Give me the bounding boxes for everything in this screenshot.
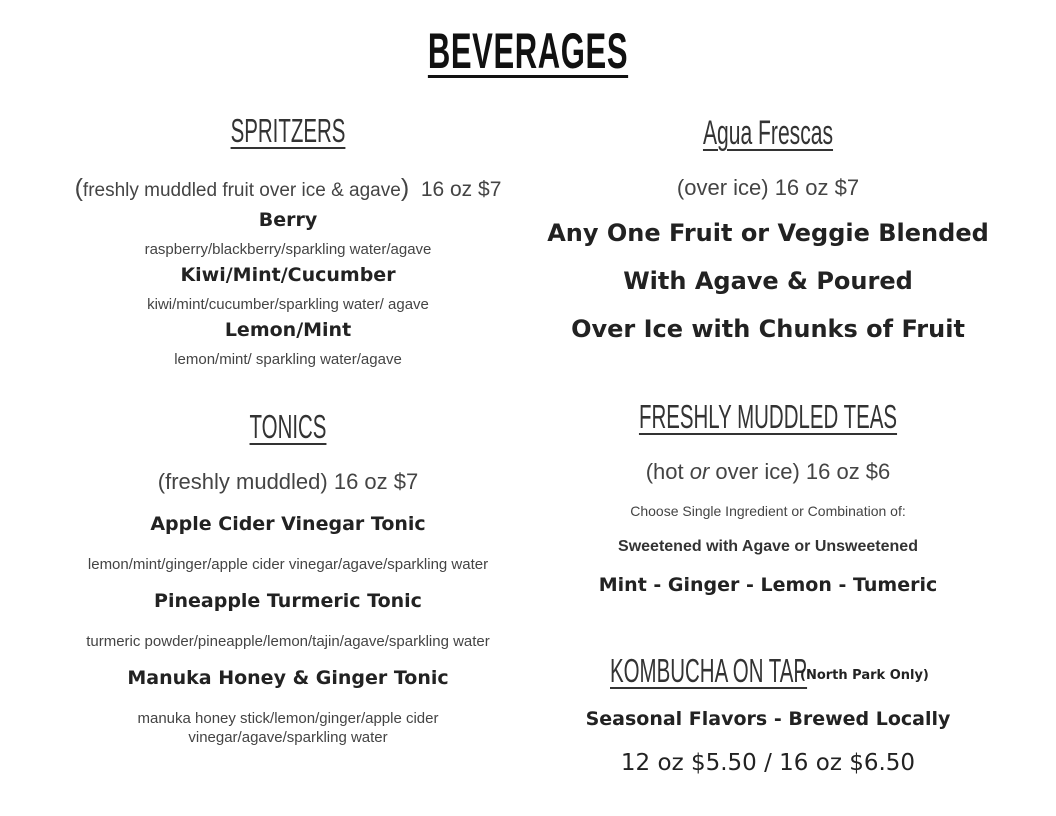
tonic-item-desc: turmeric powder/pineapple/lemon/tajin/agave/sparkling water xyxy=(86,633,490,650)
teas-price-post: over ice) 16 oz $6 xyxy=(709,459,891,484)
agua-frescas-line: Any One Fruit or Veggie Blended xyxy=(547,219,989,247)
agua-frescas-price-line: (over ice) 16 oz $7 xyxy=(676,175,860,200)
tonic-item-desc: manuka honey stick/lemon/ginger/apple cider xyxy=(137,710,439,727)
spritzer-item-desc: raspberry/blackberry/sparkling water/agave xyxy=(144,241,432,258)
tonics-price-line: (freshly muddled) 16 oz $7 xyxy=(157,469,419,494)
kombucha-price: 12 oz $5.50 / 16 oz $6.50 xyxy=(620,750,916,776)
spritzer-item-name: Kiwi/Mint/Cucumber xyxy=(180,264,396,286)
tonic-item-name: Apple Cider Vinegar Tonic xyxy=(150,513,426,535)
teas-flavors: Mint - Ginger - Lemon - Tumeric xyxy=(598,574,938,596)
page-title: BEVERAGES xyxy=(427,23,629,79)
left-column xyxy=(20,0,556,816)
right-column xyxy=(528,0,1008,816)
tonic-item-name: Pineapple Turmeric Tonic xyxy=(154,590,422,612)
kombucha-line: Seasonal Flavors - Brewed Locally xyxy=(585,708,951,730)
teas-sweetener: Sweetened with Agave or Unsweetened xyxy=(618,538,918,555)
spritzers-price: 16 oz $7 xyxy=(420,178,502,201)
teas-heading: FRESHLY MUDDLED TEAS xyxy=(638,398,898,435)
kombucha-heading-row xyxy=(528,652,1008,696)
agua-frescas-line: With Agave & Poured xyxy=(623,267,913,295)
spritzers-heading: SPRITZERS xyxy=(230,112,346,149)
teas-price-line xyxy=(528,459,1008,485)
spritzer-item-desc: lemon/mint/ sparkling water/agave xyxy=(174,351,402,368)
kombucha-heading: KOMBUCHA ON TAP xyxy=(610,652,808,689)
spritzers-paren-close: ) xyxy=(400,174,410,202)
spritzers-price-line xyxy=(20,174,556,203)
spritzers-price-desc: freshly muddled fruit over ice & agave xyxy=(82,180,401,201)
tonics-heading: TONICS xyxy=(249,408,327,445)
tonic-item-desc: lemon/mint/ginger/apple cider vinegar/agave/sparkling water xyxy=(87,556,489,573)
agua-frescas-line: Over Ice with Chunks of Fruit xyxy=(571,315,965,343)
teas-price-pre: (hot xyxy=(645,459,690,484)
teas-note: Choose Single Ingredient or Combination of: xyxy=(630,503,906,519)
tonic-item-name: Manuka Honey & Ginger Tonic xyxy=(127,667,449,689)
teas-price-or: or xyxy=(689,459,710,484)
tonic-item-desc: vinegar/agave/sparkling water xyxy=(188,729,388,746)
agua-frescas-heading: Agua Frescas xyxy=(702,114,834,152)
spritzer-item-name: Lemon/Mint xyxy=(224,319,352,341)
kombucha-note: (North Park Only) xyxy=(800,668,929,683)
spritzer-item-name: Berry xyxy=(258,209,318,231)
spritzers-paren-open: ( xyxy=(74,174,83,202)
spritzer-item-desc: kiwi/mint/cucumber/sparkling water/ agave xyxy=(147,296,429,313)
